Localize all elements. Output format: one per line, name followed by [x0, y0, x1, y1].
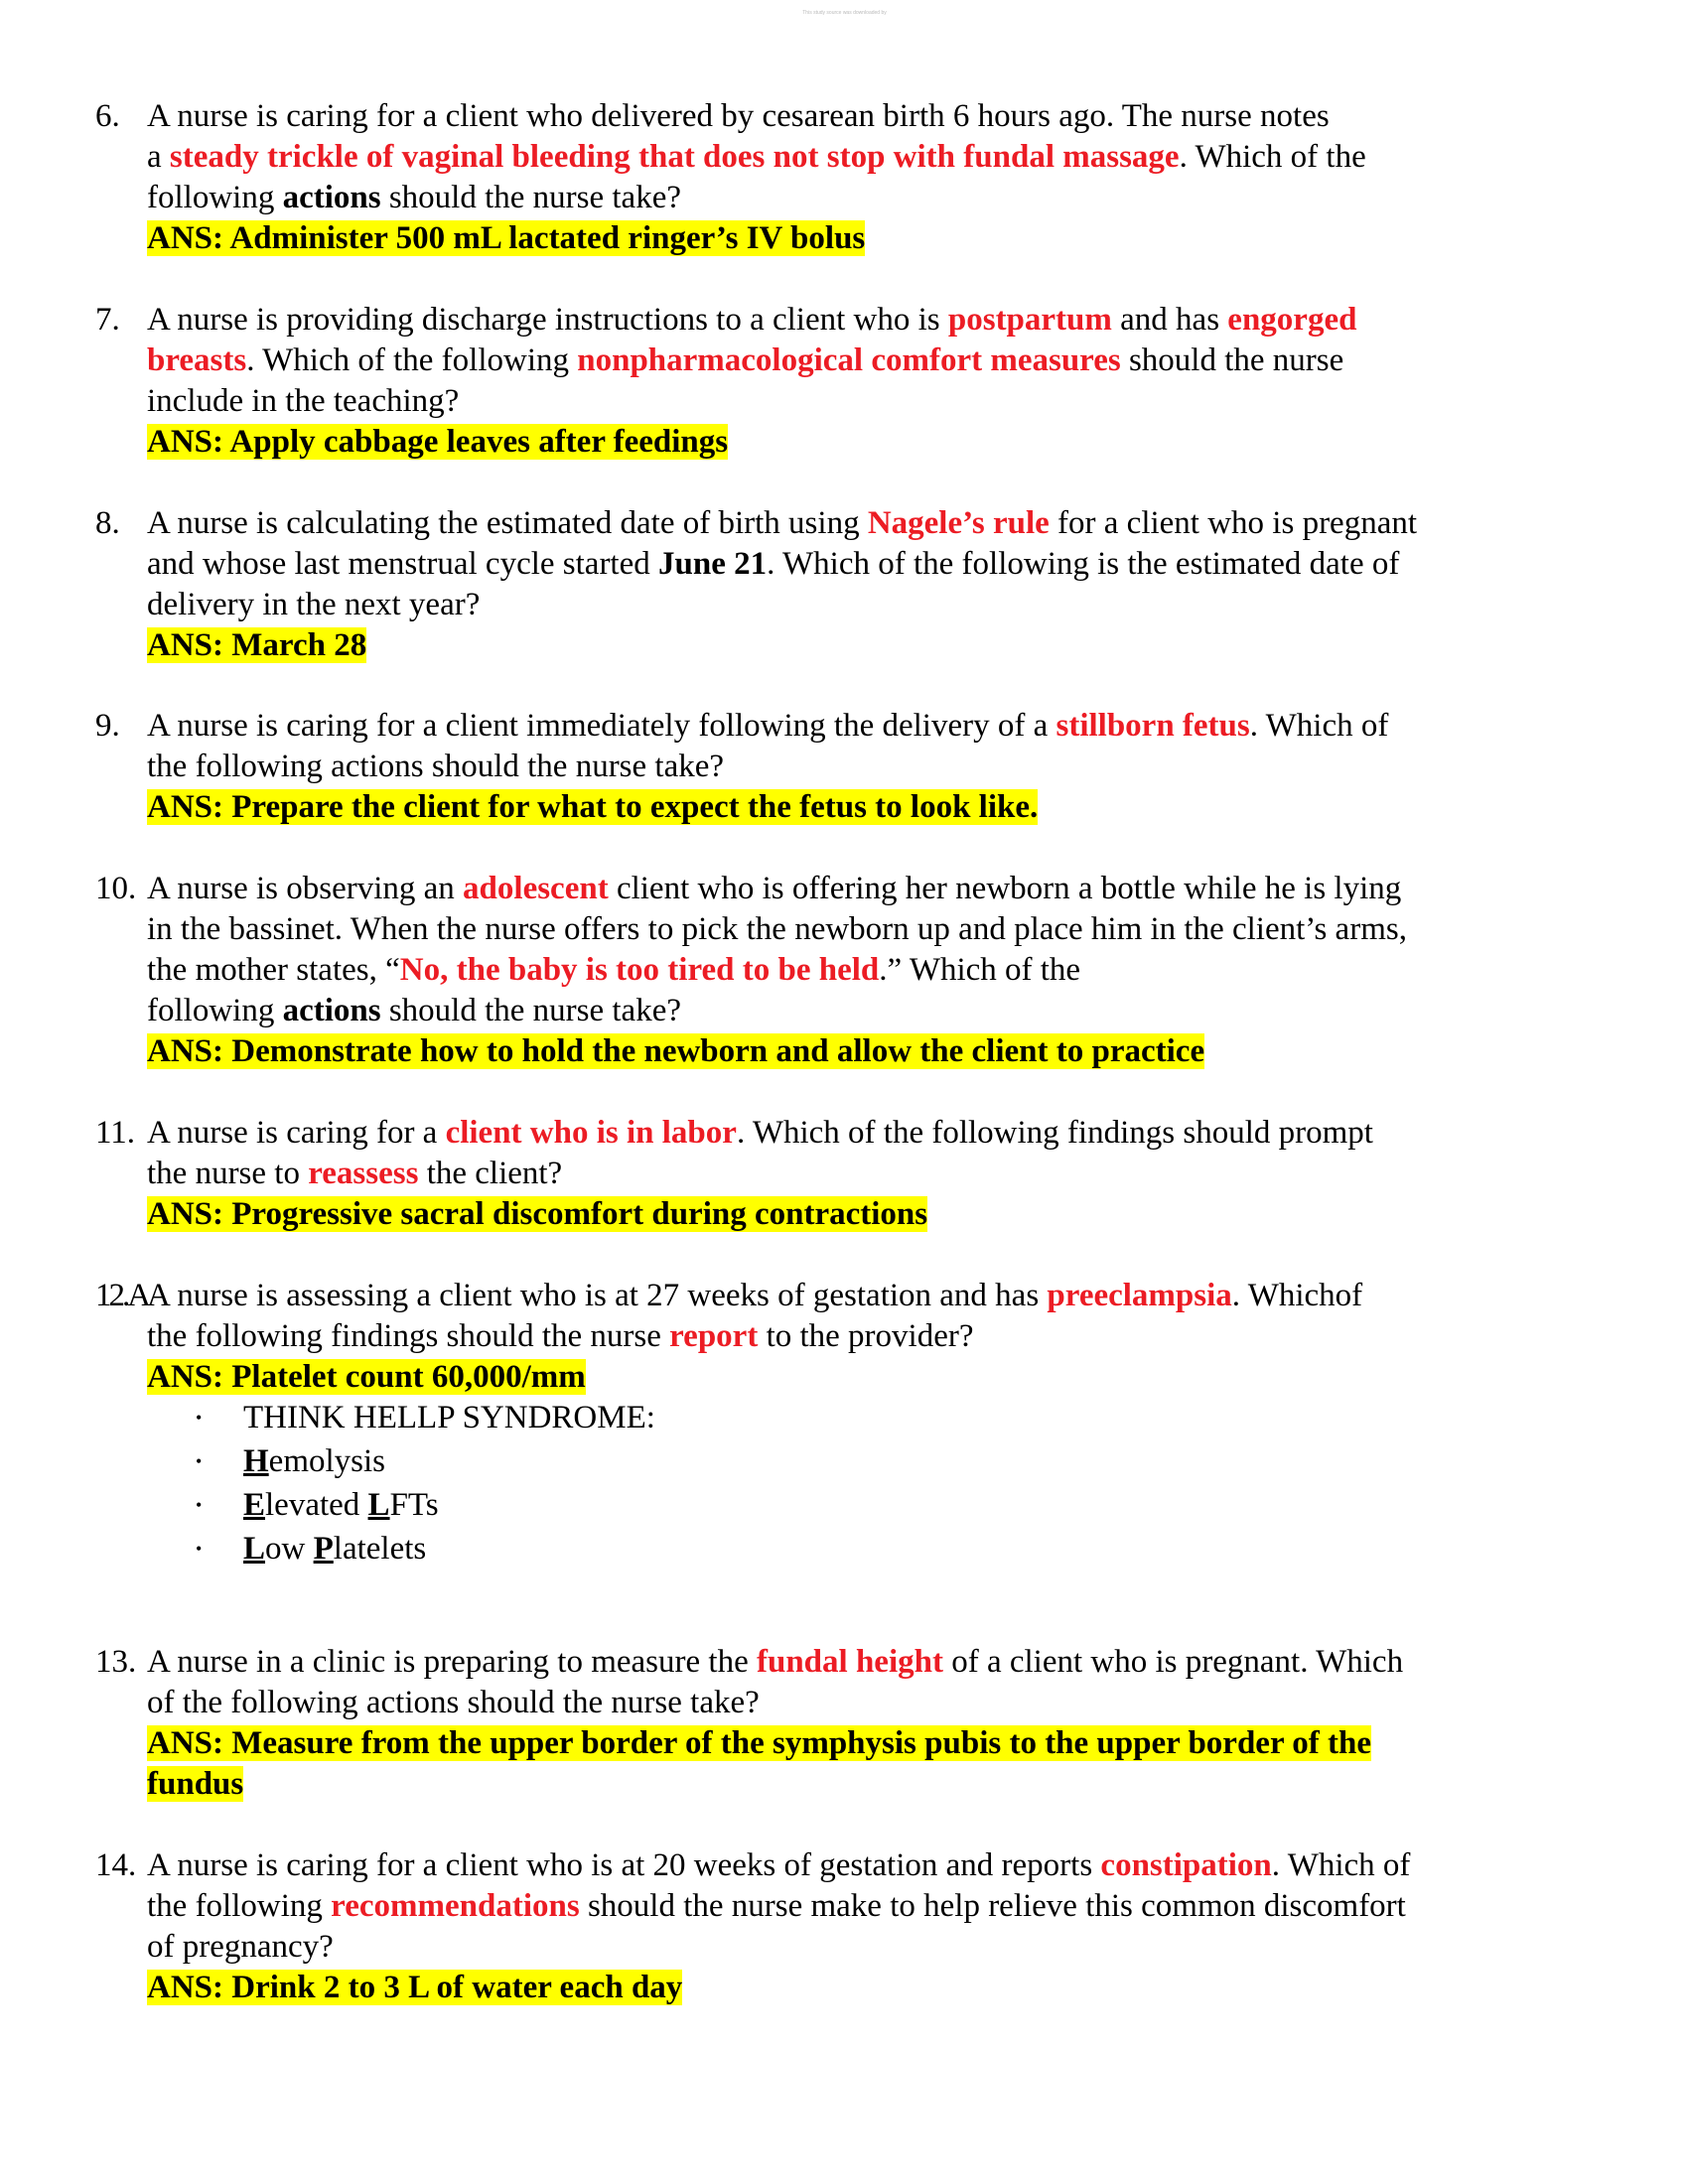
answer: ANS: Measure from the upper border of the symphysis pubis to the upper border of the [147, 1725, 1371, 1761]
question-6: 6. A nurse is caring for a client who delivered by cesarean birth 6 hours ago. The nurse notes a steady trickle of vaginal bleeding that does not stop with fundal massage. Which of the following actions should the nurse take? ANS: Administer 500 mL lactated ringer’s IV bolus [147, 96, 1577, 259]
keyword: preeclampsia [1047, 1278, 1232, 1313]
bullet-icon: • [196, 1539, 203, 1559]
keyword: adolescent [463, 871, 609, 906]
keyword: recommendations [331, 1888, 580, 1924]
question-number: 13. [95, 1644, 137, 1680]
keyword: No, the baby is too tired to be held [399, 952, 880, 988]
bullet-icon: • [196, 1495, 203, 1515]
list-item: • Elevated LFTs [243, 1483, 655, 1527]
question-number: 9. [95, 708, 120, 744]
keyword: constipation [1100, 1847, 1272, 1883]
question-8: 8. A nurse is calculating the estimated date of birth using Nagele’s rule for a client who is pregnant and whose last menstrual cycle started June 21. Which of the following is the estimated date of delivery in the next year? ANS: March 28 [147, 503, 1577, 666]
answer: ANS: Progressive sacral discomfort during contractions [147, 1196, 928, 1232]
question-number: 14. [95, 1847, 137, 1883]
question-text: A nurse is caring for a client who delivered by cesarean birth 6 hours ago. The nurse notes [147, 98, 1330, 134]
answer: ANS: Prepare the client for what to expect the fetus to look like. [147, 789, 1039, 825]
question-number: 12.A [95, 1278, 149, 1313]
bullet-icon: • [196, 1408, 203, 1428]
keyword: report [669, 1318, 759, 1354]
keyword: engorged [1227, 302, 1357, 338]
keyword: postpartum [947, 302, 1112, 338]
keyword: stillborn fetus [1056, 708, 1250, 744]
question-9: 9. A nurse is caring for a client immediately following the delivery of a stillborn fetus. Which of the following actions should the nurse take? ANS: Prepare the client for what to expect the fetus to look like. [147, 706, 1577, 828]
keyword: nonpharmacological comfort measures [577, 342, 1121, 378]
answer: ANS: Administer 500 mL lactated ringer’s IV bolus [147, 220, 866, 256]
keyword: client who is in labor [445, 1115, 737, 1151]
question-7: 7. A nurse is providing discharge instructions to a client who is postpartum and has engorged breasts. Which of the following nonpharmacological comfort measures should the nurse include in the teaching? ANS: Apply cabbage leaves after feedings [147, 300, 1577, 463]
keyword: steady trickle of vaginal bleeding that does not stop with fundal massage [169, 139, 1180, 175]
bullet-icon: • [196, 1451, 203, 1471]
answer: ANS: Demonstrate how to hold the newborn and allow the client to practice [147, 1033, 1205, 1069]
answer: ANS: March 28 [147, 627, 367, 663]
keyword: fundal height [756, 1644, 943, 1680]
question-13: 13. A nurse in a clinic is preparing to measure the fundal height of a client who is pregnant. Which of the following actions should the nurse take? ANS: Measure from the upper border of the symphysis pubis to the upper border of the fundus [147, 1642, 1577, 1805]
question-number: 7. [95, 302, 120, 338]
question-number: 8. [95, 505, 120, 541]
list-item: • THINK HELLP SYNDROME: [243, 1396, 655, 1439]
answer: ANS: Apply cabbage leaves after feedings [147, 424, 729, 460]
list-item: • Hemolysis [243, 1439, 655, 1483]
question-number: 6. [95, 98, 120, 134]
keyword: breasts [147, 342, 247, 378]
answer-continued: fundus [147, 1766, 244, 1802]
hellp-bullet-list [196, 1396, 655, 1570]
question-number: 11. [95, 1115, 136, 1151]
question-11: 11. A nurse is caring for a client who is in labor. Which of the following findings should prompt the nurse to reassess the client? ANS: Progressive sacral discomfort during contractions [147, 1113, 1577, 1235]
question-12: 12.A A nurse is assessing a client who is at 27 weeks of gestation and has preeclampsia. Whichof the following findings should the nurse report to the provider? ANS: Platelet count 60,000/mm [147, 1276, 1577, 1398]
keyword: reassess [308, 1156, 419, 1191]
question-10: 10. A nurse is observing an adolescent client who is offering her newborn a bottle while he is lying in the bassinet. When the nurse offers to pick the newborn up and place him in the client’s arms, the mother states, “No, the baby is too tired to be held.” Which of the following actions should the nurse take? ANS: Demonstrate how to hold the newborn and allow the client to practice [147, 869, 1577, 1072]
question-14: 14. A nurse is caring for a client who is at 20 weeks of gestation and reports constipation. Which of the following recommendations should the nurse make to help relieve this common discomfort of pregnancy? ANS: Drink 2 to 3 L of water each day [147, 1845, 1577, 2008]
page-header-watermark: This study source was downloaded by [802, 10, 887, 16]
question-number: 10. [95, 871, 137, 906]
answer: ANS: Drink 2 to 3 L of water each day [147, 1970, 683, 2005]
list-item: • Low Platelets [243, 1527, 655, 1570]
answer: ANS: Platelet count 60,000/mm [147, 1359, 586, 1395]
keyword: Nagele’s rule [867, 505, 1050, 541]
